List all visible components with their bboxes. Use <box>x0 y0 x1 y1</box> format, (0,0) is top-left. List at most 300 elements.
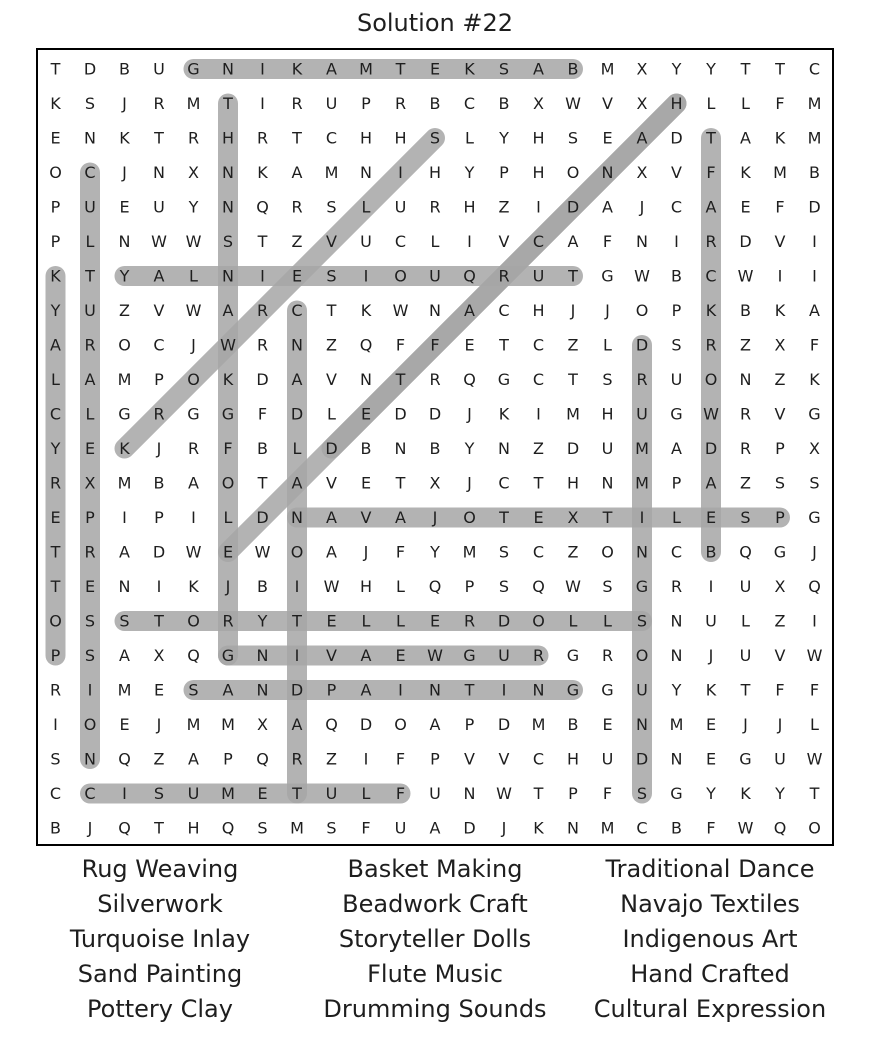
grid-letter[interactable]: Y <box>464 163 475 182</box>
grid-letter[interactable]: M <box>359 59 373 79</box>
grid-letter[interactable]: K <box>533 818 544 838</box>
grid-letter[interactable]: N <box>601 473 614 493</box>
grid-letter[interactable]: U <box>325 784 338 803</box>
grid-letter[interactable]: N <box>636 232 648 251</box>
grid-letter[interactable]: O <box>808 818 821 838</box>
grid-letter[interactable]: N <box>429 301 441 320</box>
grid-letter[interactable]: C <box>498 473 510 493</box>
grid-letter[interactable]: Y <box>188 197 199 217</box>
grid-letter[interactable]: M <box>462 542 477 562</box>
grid-letter[interactable]: H <box>428 163 442 182</box>
grid-letter[interactable]: N <box>360 370 372 389</box>
grid-letter[interactable]: T <box>50 59 61 79</box>
grid-letter[interactable]: M <box>635 439 649 458</box>
grid-letter[interactable]: R <box>291 197 303 217</box>
grid-letter[interactable]: K <box>50 266 61 286</box>
grid-letter[interactable]: M <box>117 680 132 700</box>
grid-letter[interactable]: D <box>359 715 373 734</box>
grid-letter[interactable]: N <box>670 749 683 769</box>
grid-letter[interactable]: Q <box>463 370 476 389</box>
grid-letter[interactable]: C <box>532 370 545 389</box>
grid-letter[interactable]: K <box>222 370 234 389</box>
grid-letter[interactable]: N <box>222 266 234 286</box>
grid-letter[interactable]: O <box>49 163 62 182</box>
grid-letter[interactable]: G <box>808 508 821 527</box>
grid-letter[interactable]: W <box>806 646 823 665</box>
grid-letter[interactable]: D <box>463 818 476 838</box>
grid-letter[interactable]: K <box>498 404 510 424</box>
grid-letter[interactable]: B <box>119 59 130 79</box>
grid-letter[interactable]: M <box>221 784 235 803</box>
grid-letter[interactable]: I <box>812 232 817 251</box>
grid-letter[interactable]: P <box>50 197 61 217</box>
grid-letter[interactable]: N <box>291 335 303 355</box>
grid-letter[interactable]: D <box>290 404 304 424</box>
grid-letter[interactable]: Q <box>325 715 338 734</box>
grid-letter[interactable]: J <box>812 542 817 562</box>
grid-letter[interactable]: T <box>257 232 268 251</box>
grid-letter[interactable]: W <box>634 266 650 286</box>
grid-letter[interactable]: L <box>51 370 60 389</box>
grid-letter[interactable]: L <box>465 128 474 148</box>
grid-letter[interactable]: C <box>291 301 303 320</box>
grid-letter[interactable]: D <box>635 749 649 769</box>
grid-letter[interactable]: I <box>674 232 679 251</box>
grid-letter[interactable]: P <box>223 749 233 769</box>
grid-letter[interactable]: K <box>119 128 130 148</box>
grid-letter[interactable]: X <box>257 715 268 734</box>
grid-letter[interactable]: T <box>223 94 233 113</box>
grid-letter[interactable]: I <box>191 508 196 527</box>
grid-letter[interactable]: A <box>188 749 199 769</box>
grid-letter[interactable]: G <box>221 404 235 424</box>
grid-letter[interactable]: O <box>118 335 131 355</box>
grid-letter[interactable]: B <box>429 439 441 458</box>
grid-letter[interactable]: S <box>671 335 682 355</box>
grid-letter[interactable]: E <box>429 59 441 79</box>
grid-letter[interactable]: X <box>567 508 579 527</box>
grid-letter[interactable]: W <box>323 577 340 596</box>
grid-letter[interactable]: U <box>84 197 96 217</box>
grid-letter[interactable]: I <box>53 715 58 734</box>
grid-letter[interactable]: F <box>395 749 406 769</box>
grid-letter[interactable]: A <box>395 508 406 527</box>
grid-letter[interactable]: R <box>739 404 752 424</box>
grid-letter[interactable]: A <box>153 266 165 286</box>
grid-letter[interactable]: T <box>809 784 820 803</box>
grid-letter[interactable]: A <box>291 163 303 182</box>
grid-letter[interactable]: T <box>740 680 751 700</box>
grid-letter[interactable]: Q <box>808 577 821 596</box>
grid-letter[interactable]: E <box>360 473 372 493</box>
grid-letter[interactable]: T <box>740 59 751 79</box>
grid-letter[interactable]: X <box>809 439 820 458</box>
grid-letter[interactable]: T <box>50 542 61 562</box>
grid-letter[interactable]: D <box>670 128 683 148</box>
grid-letter[interactable]: N <box>118 577 131 596</box>
grid-letter[interactable]: C <box>49 404 62 424</box>
grid-letter[interactable]: P <box>85 508 95 527</box>
grid-letter[interactable]: C <box>325 128 338 148</box>
grid-letter[interactable]: S <box>50 749 61 769</box>
grid-letter[interactable]: R <box>84 335 96 355</box>
grid-letter[interactable]: F <box>706 163 716 182</box>
grid-letter[interactable]: M <box>669 715 684 734</box>
grid-letter[interactable]: Q <box>187 646 200 665</box>
grid-letter[interactable]: A <box>326 59 337 79</box>
grid-letter[interactable]: T <box>50 577 61 596</box>
grid-canvas[interactable] <box>38 50 832 844</box>
grid-letter[interactable]: D <box>497 715 511 734</box>
grid-letter[interactable]: R <box>532 646 545 665</box>
grid-letter[interactable]: N <box>153 163 165 182</box>
grid-letter[interactable]: G <box>463 646 476 665</box>
grid-letter[interactable]: N <box>498 439 510 458</box>
grid-letter[interactable]: J <box>467 404 472 424</box>
grid-letter[interactable]: A <box>671 439 682 458</box>
grid-letter[interactable]: S <box>809 473 820 493</box>
grid-letter[interactable]: G <box>566 646 580 665</box>
grid-letter[interactable]: R <box>49 680 62 700</box>
grid-letter[interactable]: Y <box>50 301 61 320</box>
grid-letter[interactable]: P <box>671 473 682 493</box>
grid-letter[interactable]: V <box>326 370 337 389</box>
grid-letter[interactable]: F <box>395 542 406 562</box>
grid-letter[interactable]: W <box>806 749 823 769</box>
grid-letter[interactable]: P <box>775 439 785 458</box>
grid-letter[interactable]: B <box>809 163 820 182</box>
grid-letter[interactable]: K <box>291 59 303 79</box>
grid-letter[interactable]: M <box>117 370 132 389</box>
grid-letter[interactable]: D <box>394 404 407 424</box>
grid-letter[interactable]: Q <box>463 266 476 286</box>
grid-letter[interactable]: F <box>809 680 820 700</box>
grid-letter[interactable]: L <box>603 335 612 355</box>
grid-letter[interactable]: D <box>635 335 649 355</box>
grid-letter[interactable]: L <box>810 715 819 734</box>
grid-letter[interactable]: S <box>636 611 648 631</box>
grid-letter[interactable]: O <box>187 370 200 389</box>
grid-letter[interactable]: T <box>154 128 164 148</box>
grid-letter[interactable]: H <box>187 818 200 838</box>
grid-letter[interactable]: S <box>498 577 510 596</box>
grid-letter[interactable]: V <box>774 232 786 251</box>
grid-letter[interactable]: H <box>463 197 476 217</box>
grid-letter[interactable]: L <box>361 611 371 631</box>
grid-letter[interactable]: N <box>636 715 648 734</box>
grid-letter[interactable]: L <box>85 404 95 424</box>
grid-letter[interactable]: T <box>568 266 578 286</box>
grid-letter[interactable]: R <box>739 439 752 458</box>
grid-letter[interactable]: K <box>119 439 130 458</box>
grid-letter[interactable]: K <box>740 163 751 182</box>
grid-letter[interactable]: I <box>536 404 541 424</box>
grid-letter[interactable]: W <box>703 404 719 424</box>
grid-letter[interactable]: U <box>601 439 614 458</box>
grid-letter[interactable]: I <box>260 59 265 79</box>
grid-letter[interactable]: N <box>256 680 269 700</box>
grid-letter[interactable]: C <box>705 266 717 286</box>
grid-letter[interactable]: P <box>154 370 164 389</box>
grid-letter[interactable]: O <box>463 508 476 527</box>
grid-letter[interactable]: R <box>498 266 510 286</box>
grid-letter[interactable]: Z <box>153 749 165 769</box>
grid-letter[interactable]: C <box>49 784 62 803</box>
grid-letter[interactable]: S <box>119 611 130 631</box>
grid-letter[interactable]: R <box>291 749 303 769</box>
grid-letter[interactable]: B <box>360 439 372 458</box>
grid-letter[interactable]: U <box>394 818 407 838</box>
grid-letter[interactable]: A <box>119 646 130 665</box>
grid-letter[interactable]: J <box>432 508 438 527</box>
grid-letter[interactable]: F <box>257 404 268 424</box>
grid-letter[interactable]: J <box>777 715 783 734</box>
grid-letter[interactable]: N <box>256 646 269 665</box>
grid-letter[interactable]: E <box>533 508 544 527</box>
grid-letter[interactable]: B <box>567 59 579 79</box>
grid-letter[interactable]: V <box>602 94 613 113</box>
grid-letter[interactable]: T <box>602 508 613 527</box>
grid-letter[interactable]: Z <box>326 749 337 769</box>
grid-letter[interactable]: H <box>532 301 545 320</box>
grid-letter[interactable]: R <box>705 335 717 355</box>
grid-letter[interactable]: O <box>290 542 304 562</box>
grid-letter[interactable]: N <box>739 370 752 389</box>
grid-letter[interactable]: G <box>497 370 511 389</box>
grid-letter[interactable]: J <box>570 301 576 320</box>
grid-letter[interactable]: T <box>395 59 406 79</box>
grid-letter[interactable]: T <box>395 370 406 389</box>
grid-letter[interactable]: X <box>84 473 96 493</box>
grid-letter[interactable]: N <box>567 818 579 838</box>
grid-letter[interactable]: A <box>464 301 475 320</box>
grid-letter[interactable]: J <box>743 715 748 734</box>
grid-letter[interactable]: M <box>635 473 649 493</box>
grid-letter[interactable]: J <box>191 335 196 355</box>
grid-letter[interactable]: X <box>533 94 544 113</box>
grid-letter[interactable]: I <box>122 508 127 527</box>
grid-letter[interactable]: P <box>499 163 509 182</box>
grid-letter[interactable]: O <box>635 301 649 320</box>
grid-letter[interactable]: W <box>220 335 236 355</box>
grid-letter[interactable]: V <box>360 508 372 527</box>
grid-letter[interactable]: Z <box>498 197 510 217</box>
grid-letter[interactable]: K <box>809 370 820 389</box>
grid-letter[interactable]: F <box>361 818 371 838</box>
grid-letter[interactable]: N <box>601 163 614 182</box>
grid-letter[interactable]: K <box>50 94 61 113</box>
grid-letter[interactable]: S <box>153 784 165 803</box>
grid-letter[interactable]: C <box>670 197 683 217</box>
grid-letter[interactable]: G <box>635 577 649 596</box>
grid-letter[interactable]: J <box>639 197 645 217</box>
grid-letter[interactable]: Z <box>774 611 786 631</box>
grid-letter[interactable]: G <box>187 404 200 424</box>
grid-letter[interactable]: R <box>187 128 200 148</box>
grid-letter[interactable]: A <box>567 232 579 251</box>
grid-letter[interactable]: R <box>256 301 269 320</box>
grid-letter[interactable]: Y <box>257 611 268 631</box>
grid-letter[interactable]: L <box>223 508 233 527</box>
grid-letter[interactable]: M <box>221 715 235 734</box>
grid-letter[interactable]: S <box>498 542 510 562</box>
grid-letter[interactable]: O <box>601 542 614 562</box>
grid-letter[interactable]: R <box>670 577 683 596</box>
grid-letter[interactable]: N <box>222 59 234 79</box>
grid-letter[interactable]: E <box>705 749 717 769</box>
grid-letter[interactable]: E <box>326 611 337 631</box>
grid-letter[interactable]: G <box>739 749 752 769</box>
grid-letter[interactable]: W <box>565 577 581 596</box>
grid-letter[interactable]: A <box>291 370 303 389</box>
grid-letter[interactable]: H <box>601 404 614 424</box>
grid-letter[interactable]: L <box>292 439 302 458</box>
grid-letter[interactable]: N <box>222 197 234 217</box>
grid-letter[interactable]: F <box>602 784 613 803</box>
grid-letter[interactable]: F <box>602 232 613 251</box>
grid-letter[interactable]: I <box>363 749 369 769</box>
grid-letter[interactable]: S <box>84 646 96 665</box>
grid-letter[interactable]: X <box>636 94 648 113</box>
grid-letter[interactable]: U <box>601 749 614 769</box>
grid-letter[interactable]: C <box>808 59 821 79</box>
grid-letter[interactable]: T <box>257 473 268 493</box>
grid-letter[interactable]: J <box>708 646 714 665</box>
grid-letter[interactable]: Q <box>739 542 752 562</box>
grid-letter[interactable]: C <box>84 784 96 803</box>
grid-letter[interactable]: G <box>566 680 580 700</box>
grid-letter[interactable]: A <box>326 542 337 562</box>
grid-letter[interactable]: M <box>773 163 787 182</box>
grid-letter[interactable]: E <box>84 577 96 596</box>
grid-letter[interactable]: P <box>430 749 440 769</box>
grid-letter[interactable]: W <box>254 542 271 562</box>
grid-letter[interactable]: O <box>566 163 580 182</box>
grid-letter[interactable]: V <box>774 404 786 424</box>
grid-letter[interactable]: F <box>395 335 406 355</box>
grid-letter[interactable]: W <box>185 232 202 251</box>
grid-letter[interactable]: F <box>775 94 785 113</box>
grid-letter[interactable]: E <box>119 197 130 217</box>
grid-letter[interactable]: V <box>326 646 337 665</box>
grid-letter[interactable]: S <box>188 680 199 700</box>
grid-letter[interactable]: Y <box>671 59 682 79</box>
grid-letter[interactable]: S <box>498 59 510 79</box>
grid-letter[interactable]: S <box>257 818 268 838</box>
grid-letter[interactable]: I <box>122 784 127 803</box>
grid-letter[interactable]: I <box>639 508 645 527</box>
grid-letter[interactable]: W <box>496 784 512 803</box>
grid-letter[interactable]: M <box>117 473 132 493</box>
grid-letter[interactable]: Y <box>430 542 440 562</box>
grid-letter[interactable]: H <box>532 163 545 182</box>
grid-letter[interactable]: S <box>774 473 786 493</box>
grid-letter[interactable]: I <box>87 680 93 700</box>
grid-letter[interactable]: J <box>363 542 369 562</box>
grid-letter[interactable]: X <box>636 59 648 79</box>
grid-letter[interactable]: V <box>774 646 786 665</box>
grid-letter[interactable]: A <box>809 301 820 320</box>
grid-letter[interactable]: F <box>775 680 785 700</box>
grid-letter[interactable]: S <box>636 784 648 803</box>
grid-letter[interactable]: P <box>775 508 785 527</box>
grid-letter[interactable]: B <box>740 301 751 320</box>
grid-letter[interactable]: O <box>394 715 407 734</box>
grid-letter[interactable]: S <box>326 266 337 286</box>
grid-letter[interactable]: K <box>257 163 268 182</box>
grid-letter[interactable]: T <box>533 473 544 493</box>
grid-letter[interactable]: C <box>532 749 545 769</box>
grid-letter[interactable]: A <box>602 197 613 217</box>
grid-letter[interactable]: M <box>600 59 615 79</box>
grid-letter[interactable]: J <box>156 715 162 734</box>
grid-letter[interactable]: H <box>566 473 580 493</box>
grid-letter[interactable]: T <box>292 128 302 148</box>
grid-letter[interactable]: Z <box>533 439 544 458</box>
grid-letter[interactable]: P <box>50 646 61 665</box>
grid-letter[interactable]: N <box>118 232 131 251</box>
grid-letter[interactable]: U <box>360 232 372 251</box>
grid-letter[interactable]: U <box>153 59 165 79</box>
grid-letter[interactable]: E <box>119 715 130 734</box>
grid-letter[interactable]: M <box>186 94 201 113</box>
grid-letter[interactable]: A <box>84 370 96 389</box>
grid-letter[interactable]: T <box>499 508 509 527</box>
grid-letter[interactable]: E <box>84 439 96 458</box>
grid-letter[interactable]: L <box>741 94 750 113</box>
grid-letter[interactable]: U <box>739 577 752 596</box>
grid-letter[interactable]: L <box>189 266 198 286</box>
grid-letter[interactable]: L <box>568 611 578 631</box>
grid-letter[interactable]: T <box>533 784 544 803</box>
grid-letter[interactable]: S <box>429 128 441 148</box>
grid-letter[interactable]: G <box>601 266 614 286</box>
grid-letter[interactable]: P <box>361 94 371 113</box>
grid-letter[interactable]: X <box>153 646 165 665</box>
grid-letter[interactable]: L <box>361 784 371 803</box>
grid-letter[interactable]: E <box>395 646 406 665</box>
grid-letter[interactable]: E <box>429 611 441 631</box>
grid-letter[interactable]: I <box>294 646 300 665</box>
grid-letter[interactable]: Q <box>773 818 787 838</box>
grid-letter[interactable]: M <box>807 94 822 113</box>
grid-letter[interactable]: T <box>775 59 785 79</box>
grid-letter[interactable]: Z <box>774 370 786 389</box>
grid-letter[interactable]: S <box>740 508 751 527</box>
grid-letter[interactable]: N <box>670 611 683 631</box>
grid-letter[interactable]: G <box>808 404 821 424</box>
grid-letter[interactable]: Y <box>499 128 509 148</box>
word-search-grid[interactable] <box>36 48 834 846</box>
grid-letter[interactable]: S <box>326 818 337 838</box>
grid-letter[interactable]: G <box>601 680 614 700</box>
grid-letter[interactable]: A <box>326 508 337 527</box>
grid-letter[interactable]: G <box>670 404 683 424</box>
grid-letter[interactable]: D <box>152 542 166 562</box>
grid-letter[interactable]: W <box>427 646 443 665</box>
grid-letter[interactable]: L <box>741 611 750 631</box>
grid-letter[interactable]: N <box>360 163 372 182</box>
grid-letter[interactable]: M <box>600 818 615 838</box>
grid-letter[interactable]: H <box>359 577 373 596</box>
grid-letter[interactable]: T <box>568 370 578 389</box>
grid-letter[interactable]: I <box>777 266 783 286</box>
grid-letter[interactable]: Z <box>567 335 579 355</box>
grid-letter[interactable]: A <box>119 542 130 562</box>
grid-letter[interactable]: O <box>635 646 649 665</box>
grid-letter[interactable]: O <box>704 370 718 389</box>
grid-letter[interactable]: P <box>464 577 475 596</box>
